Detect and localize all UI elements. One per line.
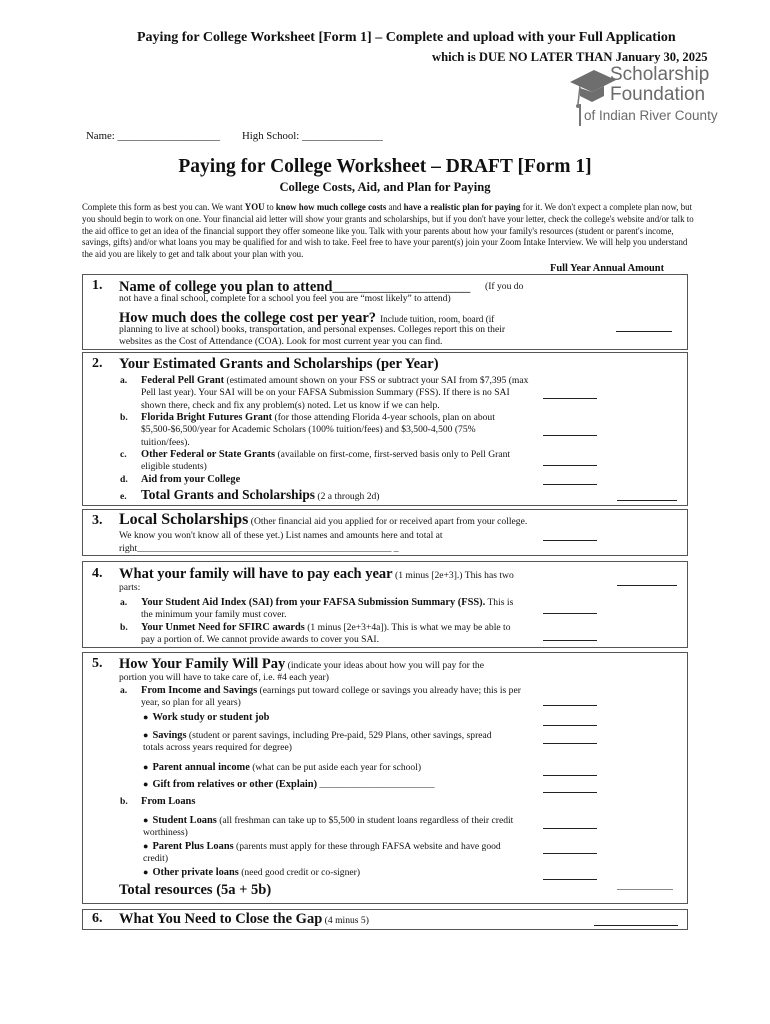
text-span: ________________________: [317, 779, 435, 790]
family-a-letter: a.: [120, 597, 128, 608]
parent-plus-line[interactable]: [543, 853, 597, 854]
logo-line-3: of Indian River County: [584, 108, 718, 123]
page-title: Paying for College Worksheet – DRAFT [Form 1]: [178, 156, 592, 177]
text-span: (student or parent savings, including Pre-paid, 529 Plans, other savings, spread totals across years required for degree): [143, 730, 492, 754]
savings-item: [143, 729, 513, 755]
private-loans-line[interactable]: [543, 879, 597, 880]
close-gap-line[interactable]: [594, 925, 678, 926]
section-2-number: 2.: [92, 356, 103, 371]
text-span: Federal Pell Grant: [141, 375, 225, 386]
text-span: Name of college you plan to attend: [119, 279, 333, 295]
pell-grant-line[interactable]: [543, 398, 597, 399]
page-subtitle: College Costs, Aid, and Plan for Paying: [279, 180, 491, 194]
text-span: What You Need to Close the Gap: [119, 911, 323, 927]
student-loans-item: [143, 814, 523, 840]
bullet-icon: ●: [143, 867, 149, 877]
income-savings-text: [141, 685, 526, 710]
text-span: and: [386, 202, 404, 212]
text-span: What your family will have to pay each year: [119, 566, 393, 582]
parent-plus-item: [143, 840, 528, 866]
section-6-text: [119, 911, 369, 928]
family-a-text: [141, 597, 526, 622]
column-header: Full Year Annual Amount: [550, 263, 665, 274]
text-span: (estimated amount shown on your FSS or subtract your SAI from $7,395 (max Pell last year). Your SAI will be on your FAFSA Submission Summary (FSS). If there is no SAI shown there, check and fix any problem(s) noted. Let us know if we can help.: [141, 375, 529, 411]
text-span: (parents must apply for these through FAFSA website and have good credit): [143, 841, 501, 865]
text-span: Aid from your College: [141, 474, 241, 485]
gift-item: [143, 778, 523, 791]
text-span: to: [264, 202, 276, 212]
local-scholarships-line[interactable]: [543, 540, 597, 541]
text-span: (available on first-come, first-served basis only to Pell Grant eligible students): [141, 449, 511, 473]
high-school-field[interactable]: High School: _______________: [242, 130, 383, 142]
section-5-number: 5.: [92, 656, 103, 671]
logo-line-2: Foundation: [610, 84, 706, 105]
savings-line[interactable]: [543, 743, 597, 744]
section-1-q1-note: (If you do not have a final school, complete for a school you feel you are “most likely” to attend): [119, 281, 524, 305]
grant-b-letter: b.: [120, 412, 128, 423]
section-2-heading: Your Estimated Grants and Scholarships (per Year): [119, 356, 439, 372]
text-span: (1 minus [2e+3].) This has two parts:: [119, 570, 514, 594]
text-span: Gift from relatives or other (Explain): [152, 779, 318, 790]
bullet-icon: ●: [143, 779, 149, 789]
grant-e-text: [141, 487, 521, 503]
family-b-text: [141, 622, 526, 647]
grant-c-letter: c.: [120, 449, 127, 460]
bullet-icon: ●: [143, 841, 149, 851]
section-1-number: 1.: [92, 278, 103, 293]
grant-c-text: [141, 449, 521, 474]
text-span: (4 minus 5): [322, 915, 369, 926]
college-aid-line[interactable]: [543, 484, 597, 485]
private-loans-item: [143, 866, 523, 879]
text-span: Other private loans: [152, 867, 239, 878]
text-span: Student Loans: [152, 815, 217, 826]
section-1-q2-note: planning to live at school) books, transportation, and personal expenses. Colleges report this on their websites as the Cost of Attendance (COA). Look for most current year you can find.: [119, 324, 506, 348]
text-span: Savings: [152, 730, 187, 741]
text-span: (for those attending Florida 4-year schools, plan on about $5,500-$6,500/year for Academic Scholars (100% tuition/fees) and $3,500-4,500 (75% tuition/fees).: [141, 412, 495, 448]
text-span: Parent annual income: [152, 762, 250, 773]
total-resources-line[interactable]: [617, 889, 673, 890]
section-4-number: 4.: [92, 566, 103, 581]
student-loans-line[interactable]: [543, 828, 597, 829]
text-span: Your Student Aid Index (SAI) from your FAFSA Submission Summary (FSS).: [141, 597, 486, 608]
grant-a-text: [141, 375, 531, 412]
text-span: (2 a through 2d): [315, 491, 380, 502]
section-5-text: [119, 658, 509, 685]
text-span: This is the minimum your family must cover.: [141, 597, 514, 621]
header-line-1: Paying for College Worksheet [Form 1] – Complete and upload with your Full Application: [137, 30, 676, 45]
parent-income-item: [143, 761, 513, 774]
text-span: Total Grants and Scholarships: [141, 487, 316, 502]
text-span: Parent Plus Loans: [152, 841, 234, 852]
parent-income-line[interactable]: [543, 775, 597, 776]
work-study-line[interactable]: [543, 725, 597, 726]
logo: [568, 64, 728, 130]
total-grants-line[interactable]: [617, 500, 677, 501]
header-line-2: [432, 50, 708, 65]
bullet-icon: ●: [143, 762, 149, 772]
text-span: How Your Family Will Pay: [119, 656, 286, 672]
text-span: have a realistic plan for paying: [403, 202, 521, 212]
section-6-number: 6.: [92, 911, 103, 926]
text-span: (Other financial aid you applied for or received apart from your college. We know you won't know all of these yet.) List names and amounts here and total at right: [119, 516, 528, 554]
text-span: Florida Bright Futures Grant: [141, 412, 273, 423]
bright-futures-line[interactable]: [543, 435, 597, 436]
grant-d-letter: d.: [120, 474, 128, 485]
text-span: How much does the college cost per year?: [119, 310, 377, 326]
text-span: _____________________________________________________ _: [137, 543, 399, 554]
text-span: (need good credit or co-signer): [238, 867, 361, 878]
text-span: (earnings put toward college or savings you already have; this is per year, so plan for all years): [141, 685, 521, 709]
loans-label: [141, 796, 195, 808]
cost-amount-line[interactable]: [616, 331, 672, 332]
total-resources: Total resources (5a + 5b): [119, 882, 272, 898]
header-line-2-text: which is DUE NO LATER THAN January 30, 2025: [432, 50, 708, 64]
family-b-letter: b.: [120, 622, 128, 633]
grant-b-text: [141, 412, 521, 449]
section-3-number: 3.: [92, 513, 103, 528]
name-field[interactable]: Name: ___________________: [86, 130, 221, 142]
loans-letter: b.: [120, 796, 128, 807]
text-span: (1 minus [2e+3+4a]). This is what we may be able to pay a portion of. We cannot provide awards to cover you SAI.: [141, 622, 511, 646]
logo-line-1: Scholarship: [610, 64, 710, 85]
text-span: ___________________: [332, 279, 471, 295]
intro-paragraph: [82, 202, 694, 261]
grant-d-text: [141, 474, 521, 486]
income-savings-line[interactable]: [543, 705, 597, 706]
text-span: YOU: [244, 202, 265, 212]
bullet-icon: ●: [143, 815, 149, 825]
bullet-icon: ●: [143, 712, 149, 722]
text-span: Local Scholarships: [119, 511, 249, 528]
family-pay-line[interactable]: [617, 585, 677, 586]
grant-e-letter: e.: [120, 491, 127, 502]
text-span: (all freshman can take up to $5,500 in student loans regardless of their credit worthiness): [143, 815, 514, 839]
unmet-need-line[interactable]: [543, 640, 597, 641]
text-span: Work study or student job: [152, 712, 270, 723]
section-3-text: [119, 513, 529, 556]
sai-line[interactable]: [543, 613, 597, 614]
text-span: From Income and Savings: [141, 685, 258, 696]
text-span: From Loans: [141, 796, 196, 807]
income-savings-letter: a.: [120, 685, 128, 696]
work-study-item: [143, 711, 513, 724]
text-span: Other Federal or State Grants: [141, 449, 276, 460]
text-span: (indicate your ideas about how you will pay for the portion you will have to take care of, i.e. #4 each year): [119, 660, 484, 684]
text-span: know how much college costs: [275, 202, 387, 212]
text-span: for it. We don't expect a complete plan now, but you should begin to work on one. Your financial aid letter will show your grants and scholarships, but if you don't have your letter, check the college's website and/or talk to the aid office to get an idea of the financial support they offer someone like you. Talk with your parents about how your family's resources (student or parent's income, savings, gifts) and/or what loans you may be qualified for and wish to take. Feel free to have your parent(s) join your Zoom Intake Interview. We will help you understand the aid you are likely to get and talk about your plan with you.: [82, 202, 694, 260]
gift-line[interactable]: [543, 792, 597, 793]
bullet-icon: ●: [143, 730, 149, 740]
text-span: Complete this form as best you can. We want: [82, 202, 245, 212]
text-span: Include tuition, room, board (if: [380, 314, 495, 324]
section-4-text: [119, 568, 529, 595]
text-span: Your Unmet Need for SFIRC awards: [141, 622, 305, 633]
text-span: (what can be put aside each year for school): [249, 762, 422, 773]
other-grants-line[interactable]: [543, 465, 597, 466]
grant-a-letter: a.: [120, 375, 128, 386]
